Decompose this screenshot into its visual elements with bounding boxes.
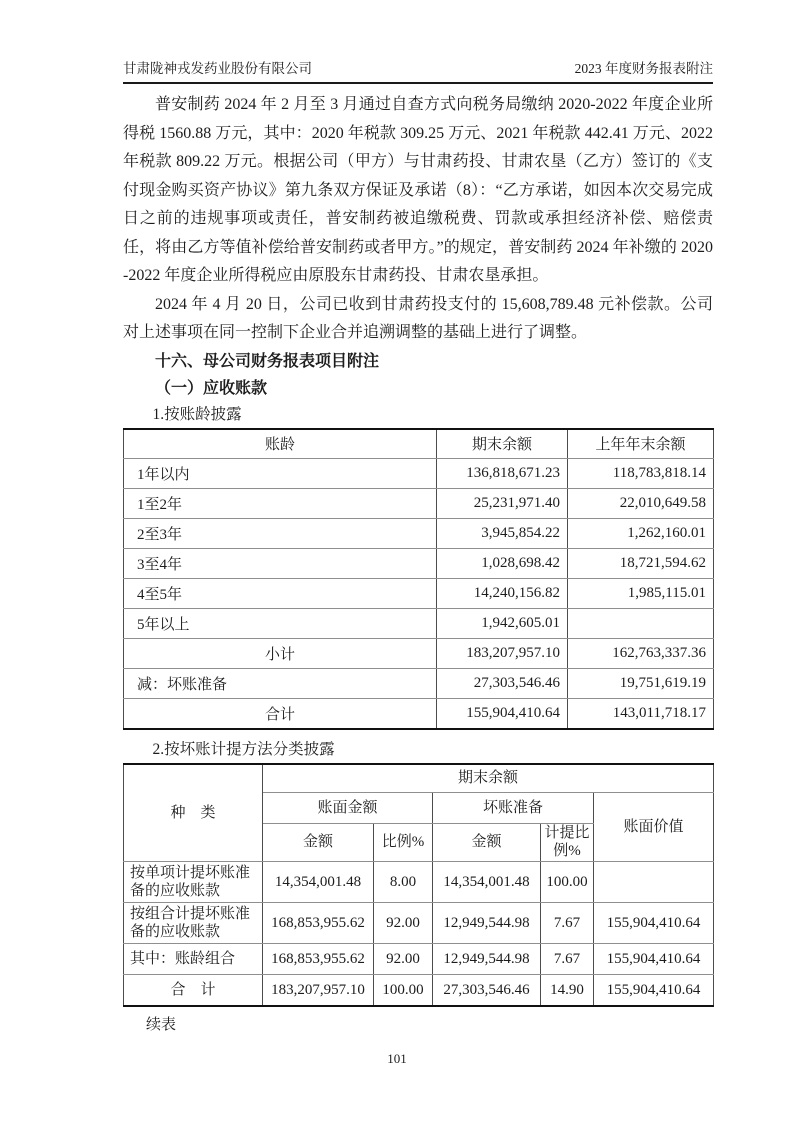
category-label: 其中：账龄组合 xyxy=(124,943,263,974)
bad-debt-amount-value: 14,354,001.48 xyxy=(433,861,541,902)
prior-balance-value: 1,985,115.01 xyxy=(568,578,714,608)
col-header-bad-debt-group: 坏账准备 xyxy=(433,792,594,823)
prior-balance-value: 18,721,594.62 xyxy=(568,548,714,578)
bad-debt-method-table xyxy=(123,763,714,1007)
col-header-aging: 账龄 xyxy=(124,429,437,459)
table-header-row xyxy=(124,429,714,459)
ending-balance-value: 136,818,671.23 xyxy=(437,458,568,488)
total-row xyxy=(124,698,714,729)
prior-balance-value: 118,783,818.14 xyxy=(568,458,714,488)
subtotal-row xyxy=(124,638,714,668)
aging-label: 4至5年 xyxy=(124,578,437,608)
group-provision-row xyxy=(124,902,714,943)
book-amount-value: 168,853,955.62 xyxy=(263,902,374,943)
section-heading: 十六、母公司财务报表项目附注 xyxy=(155,352,380,370)
ratio-value: 8.00 xyxy=(374,861,433,902)
aging-label: 2至3年 xyxy=(124,518,437,548)
page-number: 101 xyxy=(387,1051,407,1066)
table-row xyxy=(124,518,714,548)
provision-ratio-value: 7.67 xyxy=(541,943,594,974)
ending-balance-value: 25,231,971.40 xyxy=(437,488,568,518)
less-bad-debt-label: 减：坏账准备 xyxy=(124,668,437,698)
bad-debt-amount-value: 27,303,546.46 xyxy=(433,974,541,1006)
provision-ratio-value: 7.67 xyxy=(541,902,594,943)
continued-table-note: 续表 xyxy=(146,1016,177,1033)
table-row xyxy=(124,488,714,518)
book-value: 155,904,410.64 xyxy=(594,902,714,943)
subtotal-label: 小计 xyxy=(124,638,437,668)
provision-ratio-value: 14.90 xyxy=(541,974,594,1006)
col-header-prior-year-balance: 上年年末余额 xyxy=(568,429,714,459)
prior-balance-value: 162,763,337.36 xyxy=(568,638,714,668)
book-value xyxy=(594,861,714,902)
aging-label: 3至4年 xyxy=(124,548,437,578)
col-header-amount: 金额 xyxy=(433,823,541,861)
prior-balance-value: 1,262,160.01 xyxy=(568,518,714,548)
less-bad-debt-row xyxy=(124,668,714,698)
prior-balance-value: 19,751,619.19 xyxy=(568,668,714,698)
table-header-row-1 xyxy=(124,764,714,793)
ending-balance-value: 1,028,698.42 xyxy=(437,548,568,578)
col-header-book-amount-group: 账面金额 xyxy=(263,792,433,823)
table-row xyxy=(124,548,714,578)
individual-provision-row xyxy=(124,861,714,902)
total-label: 合 计 xyxy=(124,974,263,1006)
aging-label: 1年以内 xyxy=(124,458,437,488)
table-row xyxy=(124,608,714,638)
prior-balance-value: 22,010,649.58 xyxy=(568,488,714,518)
book-amount-value: 168,853,955.62 xyxy=(263,943,374,974)
document-title: 2023 年度财务报表附注 xyxy=(574,61,713,76)
paragraph-tax-payment: 普安制药 2024 年 2 月至 3 月通过自查方式向税务局缴纳 2020-2022 年度企业所得税 1560.88 万元，其中：2020 年税款 309.25 万元、2021 年税款 442.41 万元、2022 年税款 809.22 万元。根据公司（甲方）与甘肃药投、甘肃农垦（乙方）签订的《支付现金购买资产协议》第九条双方保证及承诺（8）：“乙方承诺，如因本次交易完成日之前的违规事项或责任，普安制药被追缴税费、罚款或承担经济补偿、赔偿责任，将由乙方等值补偿给普安制药或者甲方。”的规定，普安制药 2024 年补缴的 2020-2022 年度企业所得税应由原股东甘肃药投、甘肃农垦承担。 xyxy=(123,96,713,284)
ending-balance-value: 183,207,957.10 xyxy=(437,638,568,668)
company-name: 甘肃陇神戎发药业股份有限公司 xyxy=(123,61,312,76)
book-value: 155,904,410.64 xyxy=(594,974,714,1006)
category-label: 按单项计提坏账准备的应收账款 xyxy=(124,861,263,902)
prior-balance-value xyxy=(568,608,714,638)
book-amount-value: 183,207,957.10 xyxy=(263,974,374,1006)
page-content xyxy=(123,91,713,1034)
ratio-value: 92.00 xyxy=(374,902,433,943)
table-row xyxy=(124,578,714,608)
ratio-value: 92.00 xyxy=(374,943,433,974)
ending-balance-value: 155,904,410.64 xyxy=(437,698,568,729)
book-amount-value: 14,354,001.48 xyxy=(263,861,374,902)
item-heading-method: 2.按坏账计提方法分类披露 xyxy=(152,740,335,758)
col-header-amount: 金额 xyxy=(263,823,374,861)
total-label: 合计 xyxy=(124,698,437,729)
prior-balance-value: 143,011,718.17 xyxy=(568,698,714,729)
ending-balance-value: 1,942,605.01 xyxy=(437,608,568,638)
col-header-ending-balance: 期末余额 xyxy=(437,429,568,459)
col-header-ending-balance-group: 期末余额 xyxy=(263,764,714,793)
bad-debt-amount-value: 12,949,544.98 xyxy=(433,943,541,974)
subsection-heading: （一）应收账款 xyxy=(155,379,268,397)
provision-ratio-value: 100.00 xyxy=(541,861,594,902)
ending-balance-value: 3,945,854.22 xyxy=(437,518,568,548)
book-value: 155,904,410.64 xyxy=(594,943,714,974)
col-header-book-value: 账面价值 xyxy=(594,792,714,861)
col-header-category: 种 类 xyxy=(124,764,263,862)
ratio-value: 100.00 xyxy=(374,974,433,1006)
table-row xyxy=(124,458,714,488)
col-header-provision-ratio: 计提比例% xyxy=(541,823,594,861)
aging-label: 5年以上 xyxy=(124,608,437,638)
aging-disclosure-table xyxy=(123,428,714,730)
category-label: 按组合计提坏账准备的应收账款 xyxy=(124,902,263,943)
bad-debt-amount-value: 12,949,544.98 xyxy=(433,902,541,943)
col-header-ratio: 比例% xyxy=(374,823,433,861)
item-heading-aging: 1.按账龄披露 xyxy=(152,405,242,423)
running-header xyxy=(123,57,713,84)
aging-label: 1至2年 xyxy=(124,488,437,518)
total-row xyxy=(124,974,714,1006)
paragraph-compensation: 2024 年 4 月 20 日，公司已收到甘肃药投支付的 15,608,789.48 元补偿款。公司对上述事项在同一控制下企业合并追溯调整的基础上进行了调整。 xyxy=(123,295,713,341)
ending-balance-value: 27,303,546.46 xyxy=(437,668,568,698)
aging-group-row xyxy=(124,943,714,974)
ending-balance-value: 14,240,156.82 xyxy=(437,578,568,608)
